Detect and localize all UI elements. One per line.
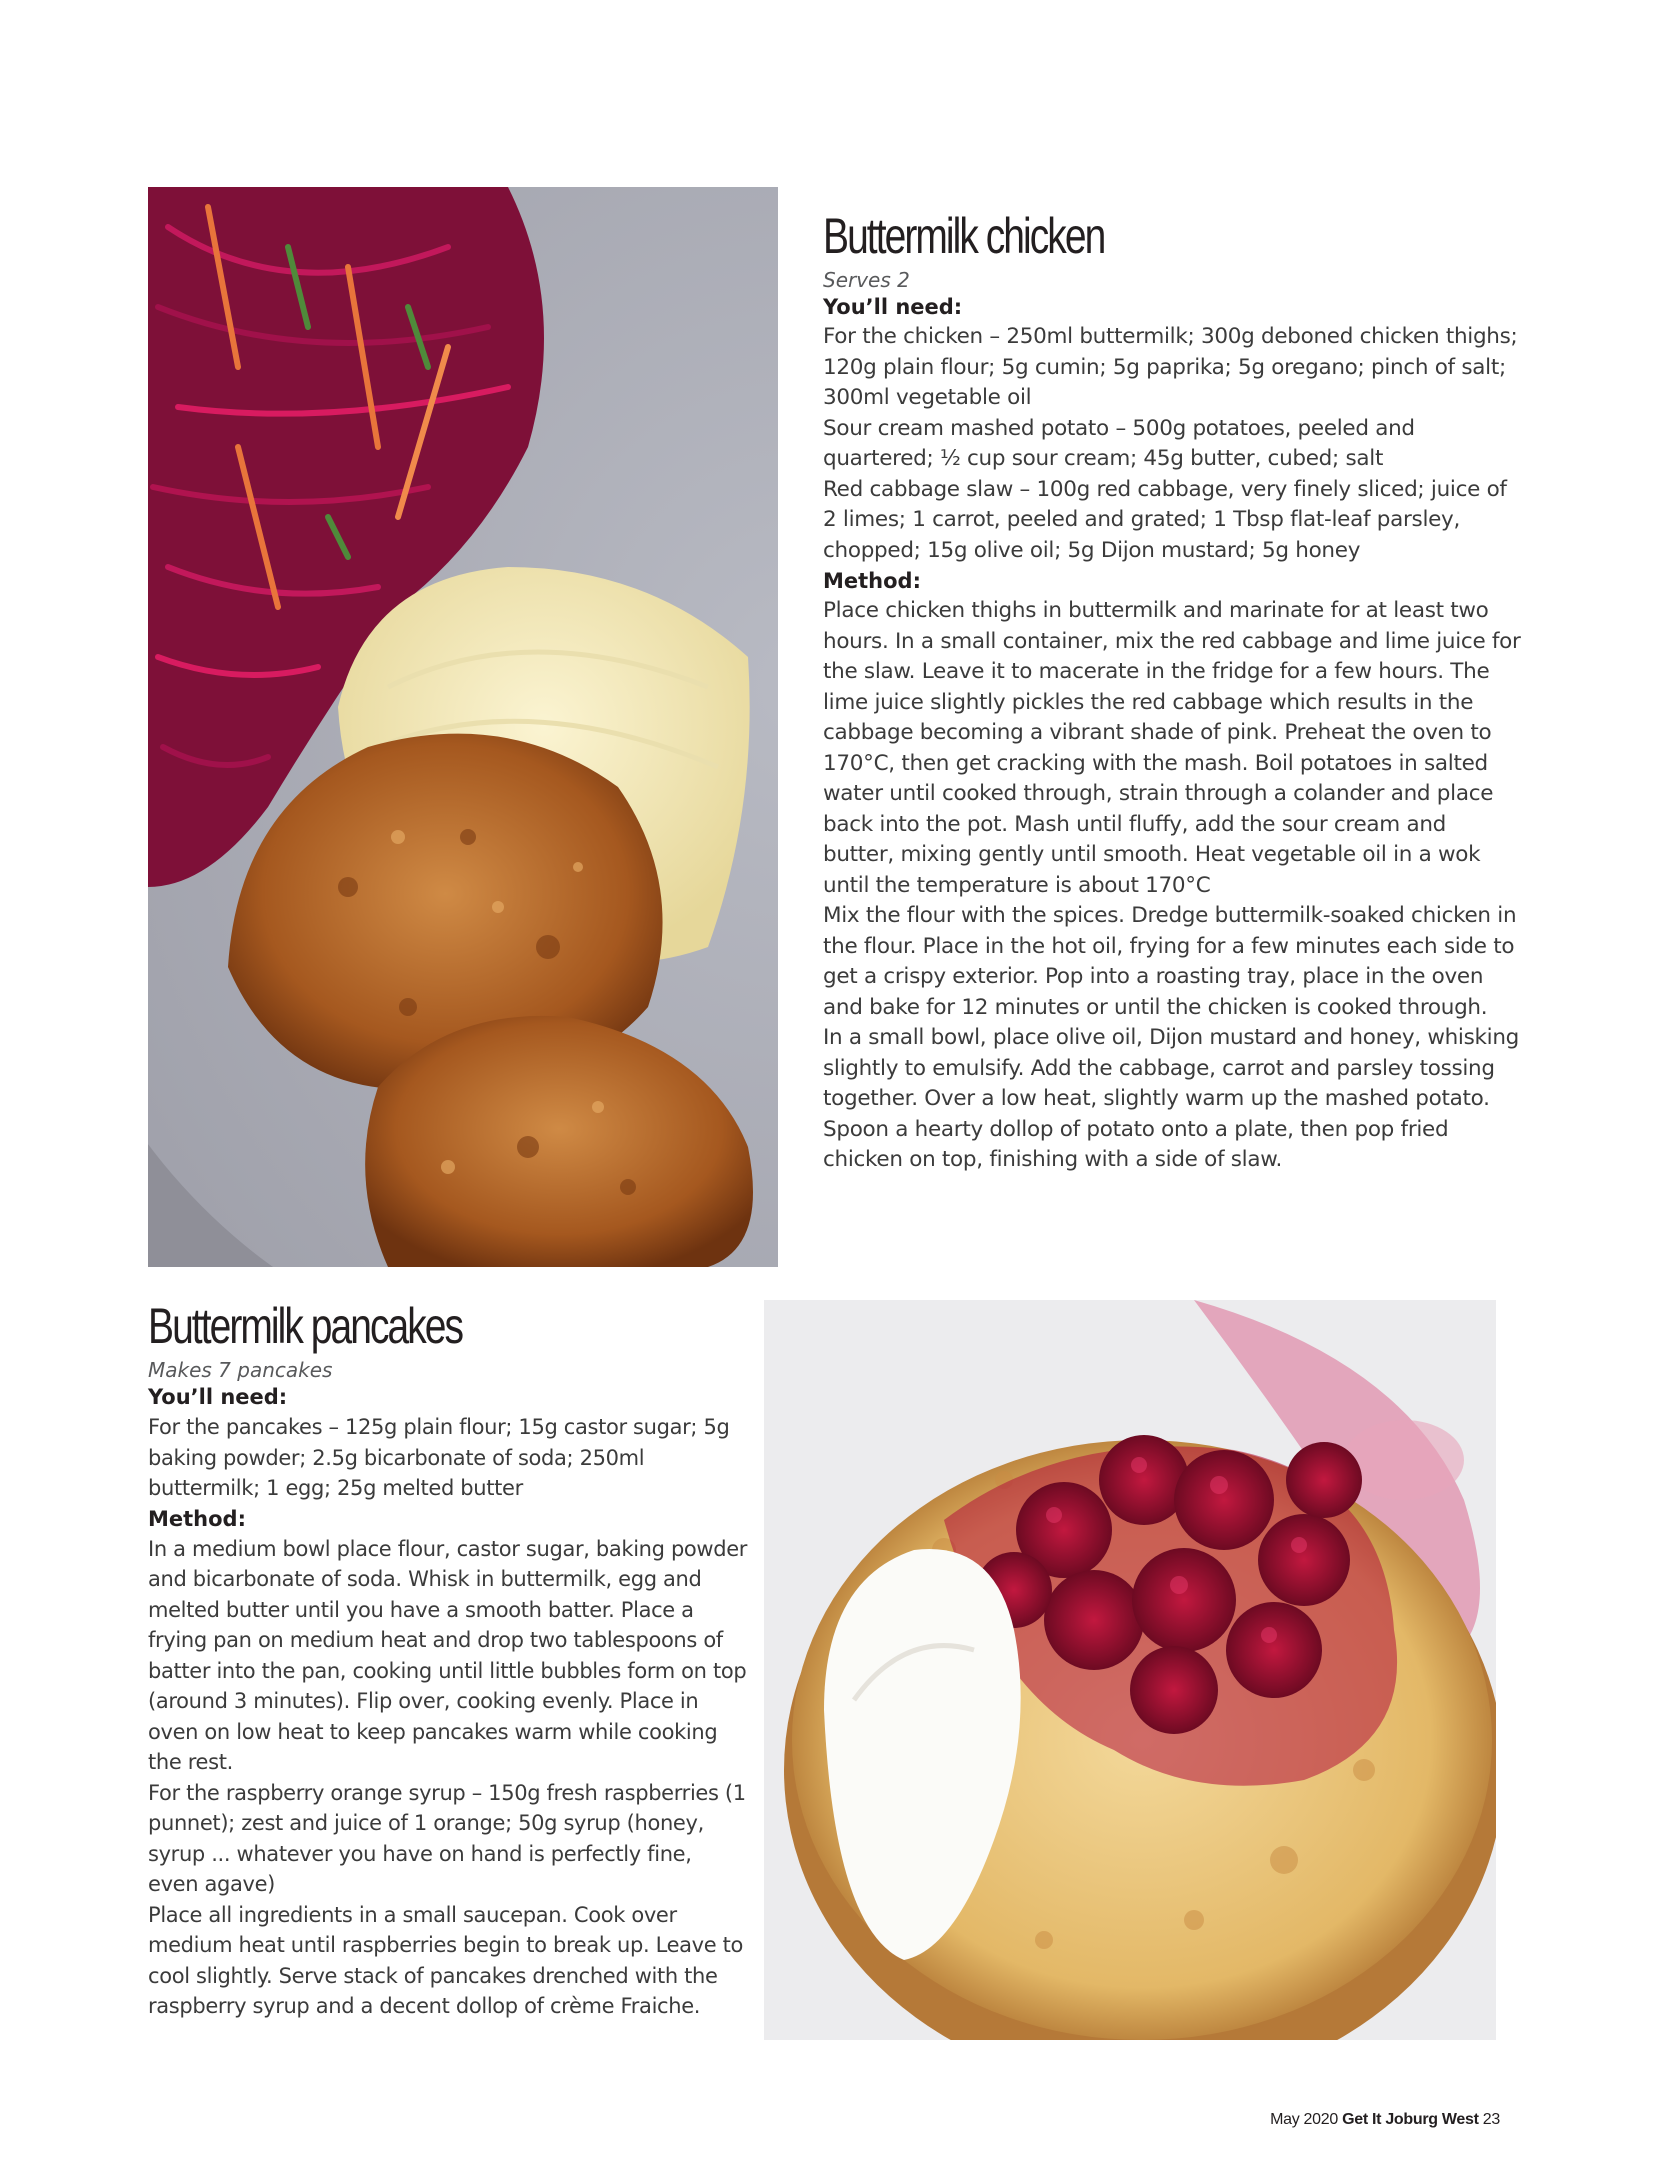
method-paragraph: For the raspberry orange syrup – 150g fresh raspberries (1 punnet); zest and juice of 1 orange; 50g syrup (honey, syrup ... whatever you have on hand is perfectly fine, even agave) [148, 1780, 746, 1896]
publication-name: Get It Joburg West [1342, 2111, 1479, 2128]
chicken-photo [148, 187, 778, 1267]
ingredient-paragraph: Sour cream mashed potato – 500g potatoes, peeled and quartered; ½ cup sour cream; 45g butter, cubed; salt [823, 415, 1415, 471]
method-paragraph: In a small bowl, place olive oil, Dijon mustard and honey, whisking slightly to emulsify. Add the cabbage, carrot and parsley tossing together. Over a low heat, slightly warm up the mashed potato. Spoon a hearty dollop of potato onto a plate, then pop fried chicken on top, finishing with a side of slaw. [823, 1025, 1520, 1172]
method-heading: Method: [823, 569, 921, 593]
ingredients-heading: You’ll need: [148, 1385, 288, 1409]
method-paragraph: Place chicken thighs in buttermilk and marinate for at least two hours. In a small container, mix the red cabbage and lime juice for the slaw. Leave it to macerate in the fridge for a few hours. The lime juice slightly pickles the red cabbage which results in the cabbage becoming a vibrant shade of pink. Preheat the oven to 170°C, then get cracking with the mash. Boil potatoes in salted water until cooked through, strain through a colander and place back into the pot. Mash until fluffy, add the sour cream and butter, mixing gently until smooth. Heat vegetable oil in a wok until the temperature is about 170°C [823, 598, 1521, 898]
issue-date: May 2020 [1270, 2111, 1338, 2128]
pancake-photo [764, 1300, 1496, 2040]
serves-note: Makes 7 pancakes [148, 1358, 333, 1382]
page-number: 23 [1482, 2111, 1500, 2128]
recipe-buttermilk-chicken [823, 206, 1523, 1176]
recipe-title: Buttermilk pancakes [148, 1298, 463, 1354]
method-paragraph: Mix the flour with the spices. Dredge buttermilk-soaked chicken in the flour. Place in the hot oil, frying for a few minutes each side to get a crispy exterior. Pop into a roasting tray, place in the oven and bake for 12 minutes or until the chicken is cooked through. [823, 903, 1517, 1020]
recipe-title: Buttermilk chicken [823, 208, 1105, 264]
method-paragraph: In a medium bowl place flour, castor sugar, baking powder and bicarbonate of soda. Whisk in buttermilk, egg and melted butter until you have a smooth batter. Place a frying pan on medium heat and drop two tablespoons of batter into the pan, cooking until little bubbles form on top (around 3 minutes). Flip over, cooking evenly. Place in oven on low heat to keep pancakes warm while cooking the rest. [148, 1536, 748, 1774]
method-heading: Method: [148, 1506, 246, 1531]
ingredient-paragraph: Red cabbage slaw – 100g red cabbage, very finely sliced; juice of 2 limes; 1 carrot, peeled and grated; 1 Tbsp flat-leaf parsley, chopped; 15g olive oil; 5g Dijon mustard; 5g honey [823, 476, 1507, 563]
page-footer [1270, 2111, 1500, 2129]
ingredient-paragraph: For the pancakes – 125g plain flour; 15g castor sugar; 5g baking powder; 2.5g bicarbonate of soda; 250ml buttermilk; 1 egg; 25g melted butter [148, 1415, 730, 1500]
serves-note: Serves 2 [823, 268, 910, 292]
ingredients-heading: You’ll need: [823, 295, 963, 319]
recipe-buttermilk-pancakes [148, 1296, 748, 2022]
ingredient-paragraph: For the chicken – 250ml buttermilk; 300g deboned chicken thighs; 120g plain flour; 5g cumin; 5g paprika; 5g oregano; pinch of salt; 300ml vegetable oil [823, 324, 1518, 410]
method-paragraph: Place all ingredients in a small saucepan. Cook over medium heat until raspberries begin to break up. Leave to cool slightly. Serve stack of pancakes drenched with the raspberry syrup and a decent dollop of crème Fraiche. [148, 1902, 744, 2018]
